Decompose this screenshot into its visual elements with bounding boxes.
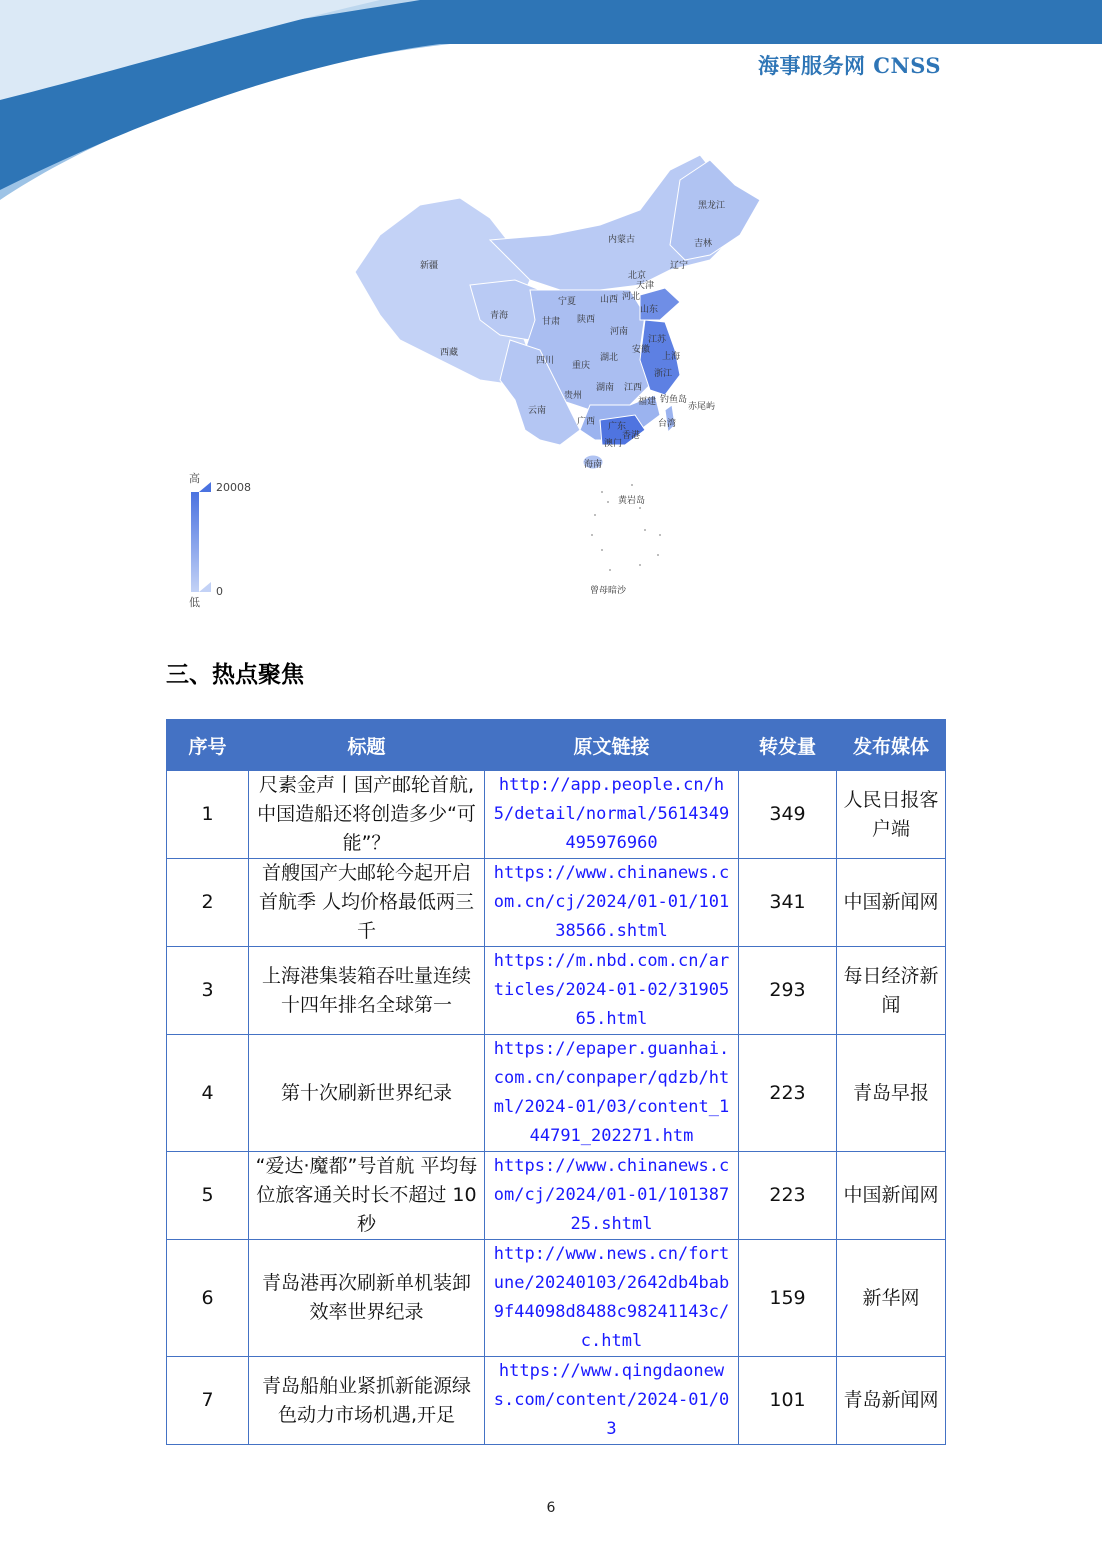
legend-gradient-bar[interactable]	[191, 492, 199, 592]
cell-title: 尺素金声丨国产邮轮首航,中国造船还将创造多少“可能”？	[249, 771, 485, 859]
cell-count: 101	[739, 1357, 837, 1445]
cell-count: 293	[739, 947, 837, 1035]
cell-title: 首艘国产大邮轮今起开启首航季 人均价格最低两三千	[249, 859, 485, 947]
map-label-shandong: 山东	[640, 305, 659, 315]
map-label-shanxi: 山西	[600, 295, 619, 305]
map-label-gansu: 甘肃	[542, 317, 561, 327]
cell-no: 1	[167, 771, 249, 859]
header-media: 发布媒体	[837, 720, 946, 771]
map-label-zengmuansha: 曾母暗沙	[590, 586, 627, 596]
map-label-neimenggu: 内蒙古	[608, 235, 636, 245]
map-label-liaoning: 辽宁	[670, 261, 689, 271]
cell-title: 青岛船舶业紧抓新能源绿色动力市场机遇,开足	[249, 1357, 485, 1445]
map-label-zhejiang: 浙江	[654, 369, 673, 379]
map-label-beijing: 北京	[628, 271, 647, 281]
map-label-hunan: 湖南	[596, 383, 615, 393]
table-row	[167, 859, 946, 947]
map-label-heilongjiang: 黑龙江	[698, 201, 726, 211]
cell-no: 3	[167, 947, 249, 1035]
cell-link[interactable]: https://www.chinanews.com/cj/2024/01-01/10138725.shtml	[485, 1152, 739, 1240]
map-label-chiweiyu: 赤尾屿	[688, 402, 716, 412]
cell-no: 7	[167, 1357, 249, 1445]
map-label-xizang: 西藏	[440, 348, 459, 358]
cell-count: 341	[739, 859, 837, 947]
legend-high-handle[interactable]	[199, 482, 211, 492]
table-header-row	[167, 720, 946, 771]
cell-no: 5	[167, 1152, 249, 1240]
map-label-guizhou: 贵州	[564, 391, 583, 401]
table-row	[167, 1152, 946, 1240]
map-label-anhui: 安徽	[632, 345, 651, 355]
map-label-fujian: 福建	[638, 397, 657, 407]
map-label-tianjin: 天津	[636, 281, 655, 291]
cell-no: 6	[167, 1240, 249, 1357]
cell-media: 中国新闻网	[837, 859, 946, 947]
header-link: 原文链接	[485, 720, 739, 771]
map-label-shaanxi: 陕西	[577, 315, 596, 325]
map-label-aomen: 澳门	[604, 439, 623, 449]
map-label-xinjiang: 新疆	[420, 261, 439, 271]
cell-link[interactable]: https://www.qingdaonews.com/content/2024-01/03	[485, 1357, 739, 1445]
header-count: 转发量	[739, 720, 837, 771]
cell-no: 4	[167, 1035, 249, 1152]
map-legend	[186, 470, 266, 610]
map-label-hebei: 河北	[622, 292, 641, 302]
legend-min-value: 0	[216, 585, 223, 598]
page-number: 6	[546, 1500, 556, 1516]
cell-no: 2	[167, 859, 249, 947]
cell-media: 每日经济新闻	[837, 947, 946, 1035]
brand-title: 海事服务网 CNSS	[758, 53, 942, 78]
legend-low-handle[interactable]	[199, 582, 211, 592]
cell-media: 中国新闻网	[837, 1152, 946, 1240]
map-label-hainan: 海南	[584, 460, 603, 470]
cell-link[interactable]: http://app.people.cn/h5/detail/normal/5614349495976960	[485, 771, 739, 859]
cell-count: 349	[739, 771, 837, 859]
section-title: 三、热点聚焦	[166, 662, 304, 688]
map-label-sichuan: 四川	[536, 356, 555, 366]
header-no: 序号	[167, 720, 249, 771]
map-label-huangyandao: 黄岩岛	[618, 496, 646, 506]
cell-link[interactable]: https://epaper.guanhai.com.cn/conpaper/qdzb/html/2024-01/03/content_144791_202271.htm	[485, 1035, 739, 1152]
map-label-hubei: 湖北	[600, 353, 619, 363]
map-label-henan: 河南	[610, 327, 629, 337]
table-row	[167, 1357, 946, 1445]
cell-title: 第十次刷新世界纪录	[249, 1035, 485, 1152]
map-label-guangxi: 广西	[577, 417, 596, 427]
map-label-taiwan: 台湾	[658, 419, 677, 429]
cell-title: 上海港集装箱吞吐量连续十四年排名全球第一	[249, 947, 485, 1035]
cell-link[interactable]: http://www.news.cn/fortune/20240103/2642db4bab9f44098d8488c98241143c/c.html	[485, 1240, 739, 1357]
legend-low-label: 低	[189, 596, 200, 609]
legend-max-value: 20008	[216, 481, 251, 494]
china-map	[340, 140, 780, 610]
map-label-shanghai: 上海	[662, 352, 681, 362]
cell-media: 人民日报客户端	[837, 771, 946, 859]
table-row	[167, 1035, 946, 1152]
table-row	[167, 1240, 946, 1357]
cell-media: 青岛新闻网	[837, 1357, 946, 1445]
map-label-diaoyudao: 钓鱼岛	[660, 395, 688, 405]
hot-topics-table	[166, 719, 946, 1445]
cell-media: 新华网	[837, 1240, 946, 1357]
map-label-chongqing: 重庆	[572, 361, 591, 371]
legend-high-label: 高	[189, 472, 200, 485]
cell-title: 青岛港再次刷新单机装卸效率世界纪录	[249, 1240, 485, 1357]
cell-count: 223	[739, 1035, 837, 1152]
map-label-yunnan: 云南	[528, 406, 547, 416]
cell-count: 223	[739, 1152, 837, 1240]
cell-title: “爱达·魔都”号首航 平均每位旅客通关时长不超过 10 秒	[249, 1152, 485, 1240]
cell-count: 159	[739, 1240, 837, 1357]
cell-media: 青岛早报	[837, 1035, 946, 1152]
table-row	[167, 771, 946, 859]
map-label-jiangsu: 江苏	[648, 335, 667, 345]
map-label-xianggang: 香港	[622, 431, 641, 441]
table-row	[167, 947, 946, 1035]
map-label-jiangxi: 江西	[624, 383, 643, 393]
map-label-qinghai: 青海	[490, 311, 509, 321]
map-label-guangdong: 广东	[608, 422, 627, 432]
cell-link[interactable]: https://www.chinanews.com.cn/cj/2024/01-01/10138566.shtml	[485, 859, 739, 947]
map-label-ningxia: 宁夏	[558, 297, 577, 307]
header-title: 标题	[249, 720, 485, 771]
map-label-jilin: 吉林	[694, 239, 713, 249]
cell-link[interactable]: https://m.nbd.com.cn/articles/2024-01-02/3190565.html	[485, 947, 739, 1035]
